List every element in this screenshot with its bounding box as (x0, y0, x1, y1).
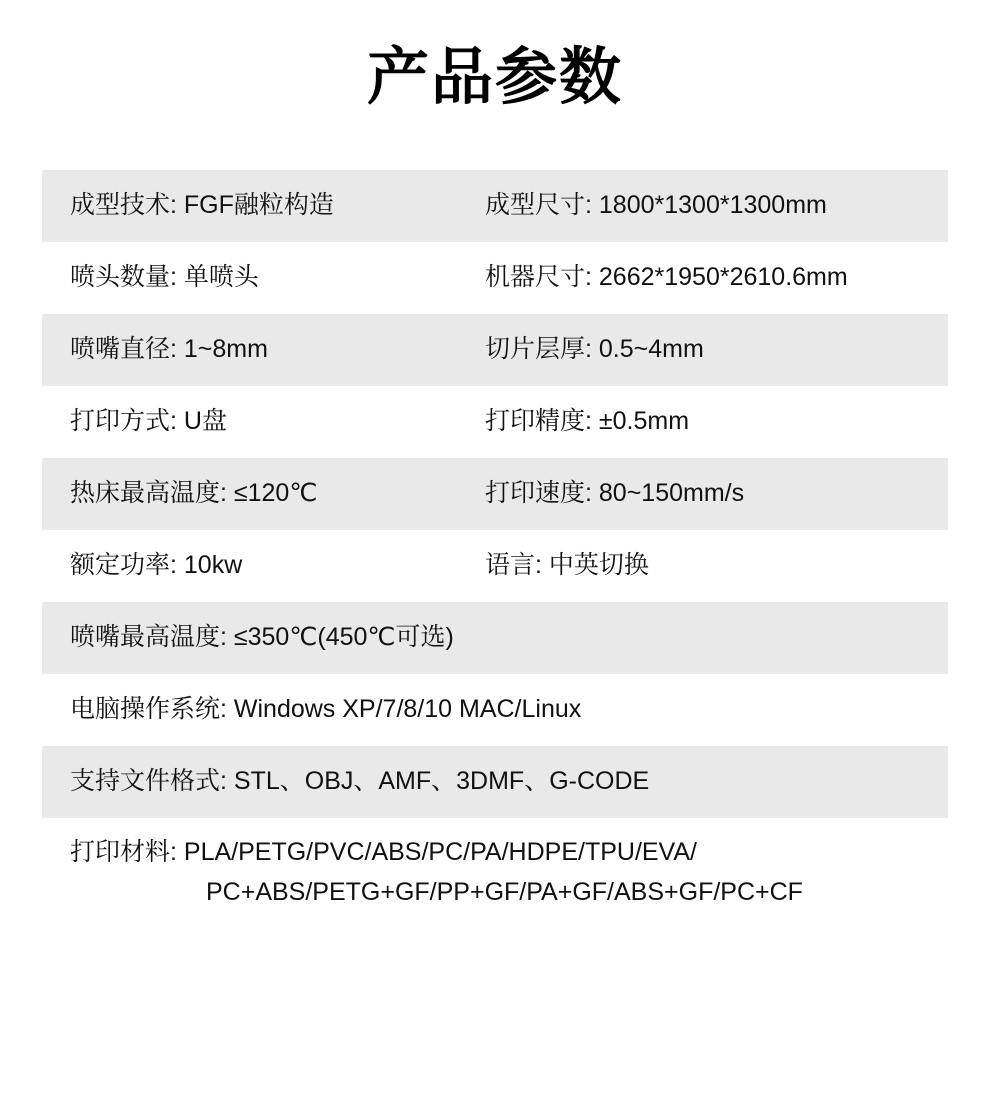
table-row (42, 530, 948, 602)
spec-cell-right: 成型尺寸: 1800*1300*1300mm (485, 191, 827, 220)
spec-cell-full: 支持文件格式: STL、OBJ、AMF、3DMF、G-CODE (70, 767, 650, 796)
spec-cell-full: 电脑操作系统: Windows XP/7/8/10 MAC/Linux (70, 695, 582, 724)
spec-cell-left: 额定功率: 10kw (70, 551, 243, 580)
table-row (42, 818, 948, 928)
table-row (42, 602, 948, 674)
table-row (42, 674, 948, 746)
spec-cell-right: 切片层厚: 0.5~4mm (485, 335, 704, 364)
spec-cell-left: 热床最高温度: ≤120℃ (70, 479, 318, 508)
table-row (42, 170, 948, 242)
table-row (42, 458, 948, 530)
spec-cell-right: 语言: 中英切换 (485, 551, 649, 580)
spec-cell-full: 喷嘴最高温度: ≤350℃(450℃可选) (70, 623, 454, 652)
table-row (42, 746, 948, 818)
spec-cell-left: 喷嘴直径: 1~8mm (70, 335, 268, 364)
table-row (42, 314, 948, 386)
spec-cell-left: 打印方式: U盘 (70, 407, 227, 436)
spec-cell-right: 机器尺寸: 2662*1950*2610.6mm (485, 263, 848, 292)
spec-table (42, 170, 948, 928)
spec-cell-material (70, 818, 948, 928)
spec-cell-right: 打印速度: 80~150mm/s (485, 479, 745, 508)
material-line-2: PC+ABS/PETG+GF/PP+GF/PA+GF/ABS+GF/PC+CF (206, 878, 803, 907)
spec-cell-right: 打印精度: ±0.5mm (485, 407, 690, 436)
spec-cell-left: 成型技术: FGF融粒构造 (70, 191, 334, 220)
table-row (42, 242, 948, 314)
material-line-1: 打印材料: PLA/PETG/PVC/ABS/PC/PA/HDPE/TPU/EVA/ (70, 838, 698, 867)
table-row (42, 386, 948, 458)
page-title: 产品参数 (366, 43, 623, 112)
spec-cell-left: 喷头数量: 单喷头 (70, 263, 259, 292)
